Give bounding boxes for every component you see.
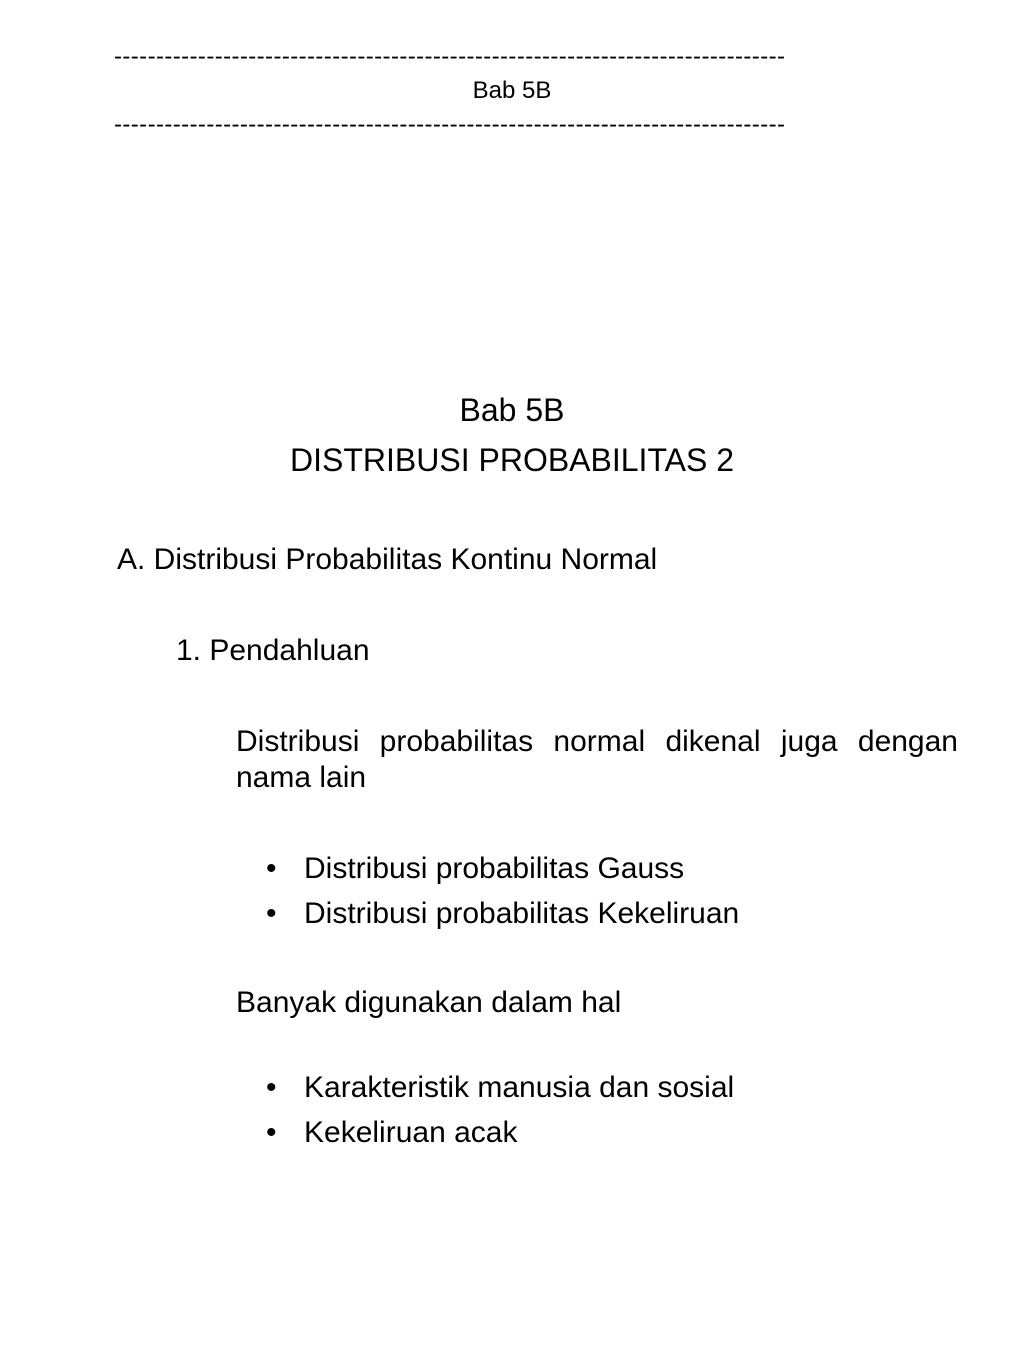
list-item	[266, 891, 739, 936]
header-bottom-rule: --------------------------------------------------------------------------------	[114, 111, 786, 138]
section-heading: A. Distribusi Probabilitas Kontinu Normal	[117, 543, 658, 576]
usage-list	[266, 1065, 734, 1155]
subsection-heading: 1. Pendahluan	[176, 634, 370, 667]
chapter-title: DISTRIBUSI PROBABILITAS 2	[290, 442, 734, 478]
list-item	[266, 846, 739, 891]
alt-names-list	[266, 846, 739, 936]
header-title: Bab 5B	[472, 77, 552, 104]
list-item	[266, 1110, 734, 1155]
bullet-icon: •	[266, 897, 277, 930]
intro-paragraph: Distribusi probabilitas normal dikenal juga dengan nama lain	[236, 725, 958, 794]
bullet-icon: •	[266, 1071, 277, 1104]
bullet-icon: •	[266, 852, 277, 885]
list-item-text: Distribusi probabilitas Kekeliruan	[304, 897, 740, 930]
list-item	[266, 1065, 734, 1110]
list-item-text: Kekeliruan acak	[304, 1116, 518, 1149]
usage-intro: Banyak digunakan dalam hal	[236, 986, 622, 1019]
page-header	[114, 40, 910, 142]
list-item-text: Karakteristik manusia dan sosial	[304, 1071, 735, 1104]
header-top-rule: --------------------------------------------------------------------------------	[114, 43, 786, 70]
bullet-icon: •	[266, 1116, 277, 1149]
list-item-text: Distribusi probabilitas Gauss	[304, 852, 685, 885]
chapter-number: Bab 5B	[459, 392, 565, 428]
